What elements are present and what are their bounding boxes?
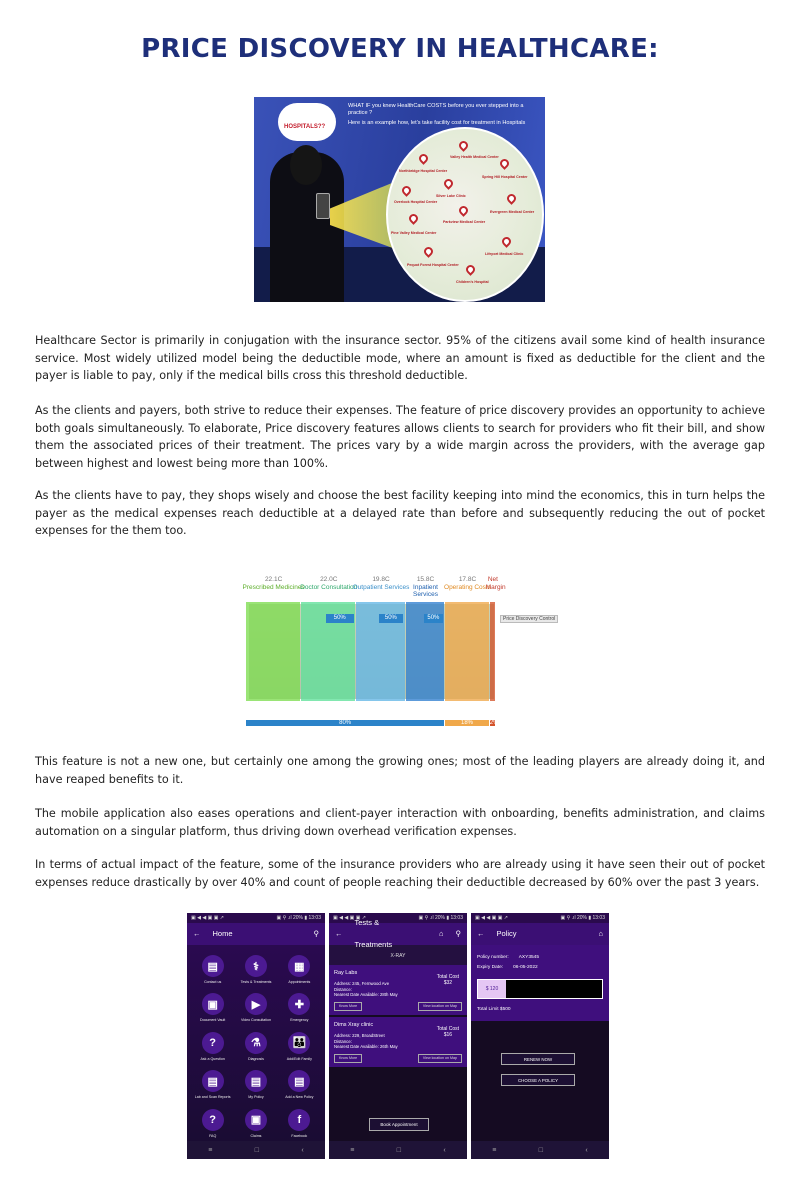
menu-item-icon: ▤: [245, 1070, 267, 1092]
home-menu-item[interactable]: [234, 1109, 277, 1141]
home-menu-item[interactable]: [191, 1109, 234, 1141]
premium-remaining: [506, 980, 602, 998]
home-app-bar: [187, 923, 325, 945]
cost-value: $32: [443, 980, 453, 986]
chart-value-label: 22.1C: [264, 576, 283, 583]
cost-value: $16: [443, 1032, 453, 1039]
lab-address: Address: 229, BroadStreet: [334, 1033, 385, 1039]
menu-item-label: Contact us: [204, 980, 222, 984]
lab-name: Ray Labs: [334, 970, 358, 976]
menu-item-label: Appointments: [288, 980, 311, 984]
menu-item-icon: ▦: [288, 955, 310, 977]
paragraph-1: Healthcare Sector is primarily in conjugation with the insurance sector. 95% of the citizens avail some kind of health insurance service. Most widely utilized model being the deductible mode, where an amount is fixed as deductible for the client and the payer is liable to pay, only if the medical bills cross this threshold deductible.: [35, 334, 765, 383]
search-icon[interactable]: ⚲: [313, 929, 319, 938]
home-button-icon[interactable]: □: [396, 1146, 401, 1154]
thought-cloud: [278, 103, 336, 141]
person-head: [290, 145, 322, 185]
chart-bar: [445, 602, 489, 701]
chart-segment-pct: 50%: [424, 614, 444, 623]
know-more-button[interactable]: Know More: [334, 1054, 362, 1063]
chart-category-text: Prescribed Medicines: [242, 583, 305, 591]
lab-name: Dims Xray clinic: [334, 1022, 374, 1029]
menu-item-label: Add/Edit Family: [286, 1056, 312, 1061]
menu-item-icon: ▣: [202, 993, 224, 1015]
menu-item-icon: ▶: [245, 993, 267, 1015]
home-menu-item[interactable]: [278, 1109, 321, 1141]
lab-distance: Distance:: [334, 1038, 352, 1044]
menu-item-label: Diagnosis: [248, 1056, 264, 1061]
menu-item-label: My Policy: [248, 1095, 264, 1100]
home-title: Home: [212, 929, 233, 938]
chart-category-text: Inpatient Services: [413, 583, 438, 598]
menu-item-label: Claims: [250, 1133, 262, 1138]
chart-segment-pct: 50%: [326, 614, 354, 623]
pin-label: Lifeport Medical Clinic: [485, 252, 524, 256]
know-more-button[interactable]: Know More: [334, 1002, 362, 1011]
menu-item-icon: ?: [202, 1109, 224, 1131]
pin-label: Evergreen Medical Center: [490, 210, 535, 214]
nav-bar: [471, 1141, 609, 1159]
cost-label: Total Cost: [436, 1026, 459, 1033]
choose-policy-button[interactable]: CHOOSE A POLICY: [501, 1074, 575, 1086]
menu-item-icon: f: [288, 1109, 310, 1131]
lab-date: Nearest Date Available: 28th May: [334, 992, 398, 998]
home-menu-item[interactable]: [234, 993, 277, 1025]
expiry-label: Expiry Date:: [477, 965, 504, 970]
book-appointment-button[interactable]: Book Appointment: [369, 1118, 429, 1131]
cost-breakdown-chart: [242, 574, 576, 734]
chart-bar: [246, 602, 300, 701]
policy-details: [471, 945, 609, 1021]
phone-icon: [316, 193, 330, 219]
test-type: X-RAY: [329, 945, 467, 965]
cost-label: Total Cost: [436, 974, 459, 980]
view-map-button[interactable]: View location on Map: [418, 1002, 462, 1011]
menu-item-label: Tests & Treatments: [240, 980, 272, 984]
hospitals-label: HOSPITALS??: [284, 124, 326, 130]
pin-label: Valley Health Medical Center: [450, 155, 499, 159]
hero-line-1: WHAT IF you knew HealthCare COSTS before you ever stepped into a practice ?: [348, 103, 524, 116]
menu-item-label: Lab and Scan Reports: [194, 1095, 231, 1100]
home-menu-item[interactable]: [278, 993, 321, 1025]
menu-item-icon: ⚗: [245, 1032, 267, 1054]
menu-item-label: Ask a Question: [200, 1056, 225, 1061]
status-right: ▣ ⚲ .ıl 20% ▮ 13:03: [418, 915, 463, 921]
chart-category-text: Doctor Consultation: [300, 583, 358, 591]
pin-label: Overlook Hospital Center: [394, 200, 438, 204]
home-menu-item[interactable]: [191, 993, 234, 1025]
chart-category-label: [297, 576, 360, 591]
status-right: ▣ ⚲ .ıl 20% ▮ 13:03: [276, 915, 321, 921]
back-icon[interactable]: ‹: [301, 1146, 304, 1154]
home-menu-item[interactable]: [191, 1070, 234, 1102]
menu-item-label: Video Consultation: [240, 1018, 272, 1023]
menu-item-icon: ▣: [245, 1109, 267, 1131]
menu-item-icon: ?: [202, 1032, 224, 1054]
home-menu-item[interactable]: [234, 1032, 277, 1064]
tests-screen: [329, 913, 467, 1159]
chart-category-label: [242, 576, 305, 591]
chart-category-text: Operating Costs: [444, 583, 491, 591]
paragraph-4: This feature is not a new one, but certainly one among the growing ones; most of the leading players are already doing it, and have reaped benefits to it.: [35, 755, 765, 786]
chart-baseline-bar: 2%: [489, 720, 499, 726]
paragraph-6: In terms of actual impact of the feature, some of the insurance providers who are already using it have seen their out of pocket expenses reduce drastically by over 40% and count of people reaching their deductible decreased by 60% over the past 3 years.: [35, 858, 765, 889]
chart-value-label: 15.8C: [416, 576, 435, 583]
hero-text: [348, 103, 540, 130]
premium-bar: [477, 979, 603, 999]
home-menu-item[interactable]: [278, 955, 321, 987]
status-left: ▣ ◀ ◀ ▣ ▣ ↗: [475, 915, 508, 921]
nav-bar: [329, 1141, 467, 1159]
chart-category-text: Net Margin: [485, 576, 506, 591]
menu-item-icon: ▤: [202, 1070, 224, 1092]
menu-item-icon: ⚕: [245, 955, 267, 977]
back-arrow-icon[interactable]: ←: [335, 929, 343, 938]
paragraph-5: The mobile application also eases operations and client-payer interaction with onboarding, benefits administration, and claims automation on a singular platform, thus driving down overhead verification expenses.: [35, 807, 765, 838]
pin-label: Silver Lake Clinic: [436, 194, 466, 198]
menu-item-label: Add a New Policy: [285, 1095, 314, 1100]
premium-amount: $ 120: [478, 980, 506, 998]
pin-label: Northbridge Hospital Center: [399, 169, 448, 173]
menu-item-label: Emergency: [290, 1018, 309, 1023]
pin-label: Children's Hospital: [456, 280, 489, 284]
chart-value-label: 19.8C: [372, 576, 390, 583]
chart-baseline-bar: 80%: [246, 720, 444, 726]
chart-value-label: 22.0C: [320, 576, 338, 583]
home-icon[interactable]: ⌂: [598, 929, 603, 938]
pin-label: Pequot Forest Hospital Center: [407, 263, 459, 267]
chart-baseline-bar: 18%: [445, 720, 489, 726]
status-left: ▣ ◀ ◀ ▣ ▣ ↗: [191, 915, 224, 921]
back-arrow-icon[interactable]: ←: [477, 929, 485, 938]
menu-item-label: FAQ: [209, 1133, 217, 1138]
menu-item-label: Facebook: [291, 1133, 308, 1138]
pin-label: Parkview Medical Center: [443, 220, 486, 224]
menu-icon[interactable]: ≡: [492, 1146, 497, 1154]
lab-cost: [437, 1026, 459, 1038]
menu-item-icon: ▤: [288, 1070, 310, 1092]
lab-card[interactable]: [329, 965, 467, 1015]
menu-item-label: Document Vault: [200, 1018, 226, 1023]
home-button-icon[interactable]: □: [254, 1146, 259, 1154]
policy-number: AXY3545: [518, 955, 540, 960]
status-left: ▣ ◀ ◀ ▣ ▣ ↗: [333, 915, 366, 921]
paragraph-3: As the clients have to pay, they shops wisely and choose the best facility keeping into mind the economics, this in turn helps the payer as the medical expenses reach deductible at a delayed rate than before and subsequently reducing the out of pocket expenses for the them too.: [35, 489, 765, 538]
menu-icon[interactable]: ≡: [350, 1146, 355, 1154]
paragraph-2: As the clients and payers, both strive to reduce their expenses. The feature of price discovery provides an opportunity to achieve both goals simultaneously. To elaborate, Price discovery features allows clients to search for providers who fit their bill, and show them the associated prices of their treatment. The prices vary by a wide margin across the providers, with the average gap between highest and lowest being more than 100%.: [35, 404, 765, 470]
expiry-date: 06-05-2022: [513, 965, 538, 970]
back-icon[interactable]: ‹: [443, 1146, 446, 1154]
home-menu-item[interactable]: [278, 1032, 321, 1064]
chart-legend: Price Discovery Control: [500, 615, 558, 623]
renew-now-button[interactable]: RENEW NOW: [501, 1053, 575, 1065]
chart-segment-pct: 50%: [379, 614, 404, 623]
home-menu-item[interactable]: [234, 1070, 277, 1102]
chart-bar: [490, 602, 495, 701]
status-bar: [187, 913, 325, 923]
menu-item-icon: 👪: [288, 1032, 310, 1054]
view-map-button[interactable]: View location on Map: [418, 1054, 462, 1063]
tests-title: Tests & Treatments: [354, 918, 393, 949]
policy-title: Policy: [496, 929, 517, 938]
lab-card[interactable]: [329, 1017, 467, 1067]
menu-item-icon: ▤: [202, 955, 224, 977]
home-menu-item[interactable]: [191, 1032, 234, 1064]
page-title: PRICE DISCOVERY IN HEALTHCARE:: [141, 34, 659, 64]
status-bar: [471, 913, 609, 923]
policy-screen: [471, 913, 609, 1159]
total-limit: Total Limit $500: [477, 1007, 511, 1012]
chart-value-label: 17.8C: [458, 576, 477, 583]
home-menu-item[interactable]: [234, 955, 277, 987]
policy-number-label: Policy number:: [477, 955, 509, 960]
back-icon[interactable]: ‹: [585, 1146, 588, 1154]
home-menu-item[interactable]: [191, 955, 234, 987]
home-button-icon[interactable]: □: [538, 1146, 543, 1154]
back-arrow-icon[interactable]: ←: [193, 929, 201, 938]
lab-cost: [437, 974, 459, 986]
home-menu-grid: [187, 945, 325, 1141]
home-screen: [187, 913, 325, 1159]
lab-address: Address: 245, Fernwood Ave: [334, 981, 390, 987]
menu-icon[interactable]: ≡: [208, 1146, 213, 1154]
hero-line-2: Here is an example how, let's take facility cost for treatment in Hospitals: [348, 120, 526, 126]
pin-label: Spring Hill Hospital Center: [482, 175, 528, 179]
home-menu-item[interactable]: [278, 1070, 321, 1102]
chart-category-text: Outpatient Services: [352, 583, 410, 591]
search-icon[interactable]: ⚲: [455, 929, 461, 938]
chart-category-label: [485, 576, 506, 591]
lab-distance: Distance:: [334, 986, 352, 992]
status-right: ▣ ⚲ .ıl 20% ▮ 13:03: [560, 915, 605, 921]
lab-date: Nearest Date Available: 26th May: [334, 1044, 398, 1050]
policy-app-bar: [471, 923, 609, 945]
hero-illustration: [254, 97, 545, 302]
pin-label: Pine Valley Medical Center: [391, 231, 437, 235]
nav-bar: [187, 1141, 325, 1159]
menu-item-icon: ✚: [288, 993, 310, 1015]
home-icon[interactable]: ⌂: [438, 929, 444, 938]
